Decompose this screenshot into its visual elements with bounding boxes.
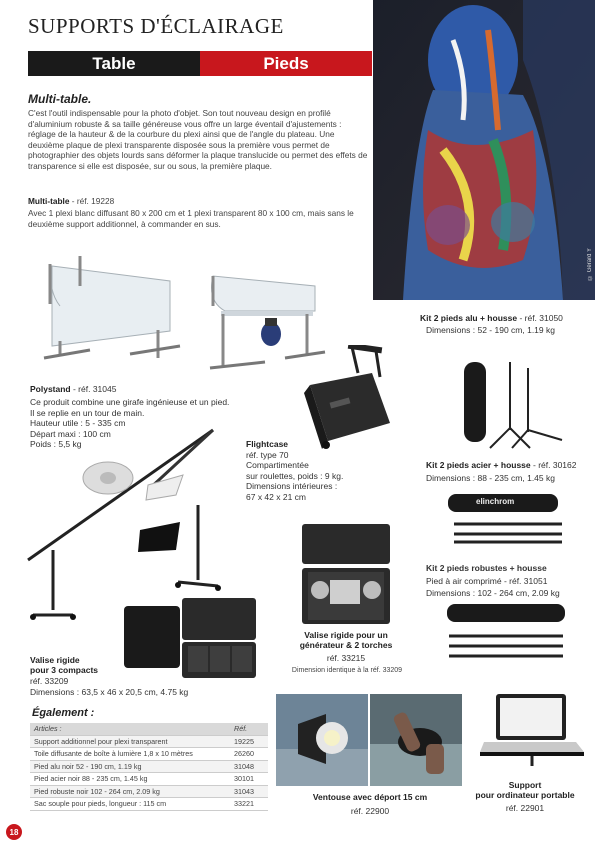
column-header-articles: Articles : [30,723,230,735]
table-cell: Support additionnel pour plexi transparent [30,735,230,748]
multitable-description: C'est l'outil indispensable pour la photo d'objet. Son tout nouveau design en profilé d'aluminium robuste & sa taille généreuse vous offre un large éventail d'ajustements : réglage de la hauteur & de la courbure du plexi ainsi que de l'angle du plateau. Une deuxième plaque de plexi transparente disposée sous la première vous permet de photographier des objets lourds sans déformer la plaque translucide ou permet des effets de transparence si elle est disposée, sur ou sous, la première plaque. [28,108,368,171]
kit-acier-name: Kit 2 pieds acier + housse [426,460,531,470]
kit-robustes-line: Pied à air comprimé - réf. 31051 [426,576,548,586]
table-header-row [30,723,268,735]
valise-generateur-name-line: générateur & 2 torches [299,640,393,650]
table-cell: 26260 [230,748,268,761]
laptop-support-ref: réf. 22901 [505,803,545,813]
polystand-name: Polystand [30,384,71,394]
flightcase-line: 67 x 42 x 21 cm [246,491,307,502]
polystand-line: Départ maxi : 100 cm [30,428,111,439]
polystand-line: Hauteur utile : 5 - 335 cm [30,418,126,428]
multitable-image-flat [30,246,190,364]
kit-robustes-stands-image [435,600,575,664]
kit-alu-ref: - réf. 31050 [517,313,563,323]
ventouse-photo-2 [370,694,462,786]
kit-acier-image [450,358,570,453]
table-cell: 31043 [230,785,268,798]
egalement-table [30,723,268,811]
laptop-support-name-line: pour ordinateur portable [475,790,575,800]
kit-alu-dims: Dimensions : 52 - 190 cm, 1.19 kg [426,325,555,335]
column-header-ref: Réf. [230,723,268,735]
table-row [30,785,268,798]
table-cell: Sac souple pour pieds, longueur : 115 cm [30,798,230,811]
multitable-ref: - réf. 19228 [69,196,115,206]
table-row [30,735,268,748]
table-cell: Pied acier noir 88 - 235 cm, 1.45 kg [30,773,230,786]
multitable-reference [28,196,368,207]
polystand-title [30,384,116,395]
valise-compacts-ref: réf. 33209 [30,676,69,686]
polystand-line: Il se replie en un tour de main. [30,407,145,418]
flightcase-line: Compartimentée [246,460,309,470]
kit-robustes-title: Kit 2 pieds robustes + housse [426,563,547,573]
table-cell: 33221 [230,798,268,811]
polystand-line: Ce produit combine une girafe ingénieuse et un pied. [30,397,230,407]
flightcase-line: réf. type 70 [246,449,289,460]
valise-generateur-ref: réf. 33215 [326,653,366,663]
valise-generateur-title [296,630,396,650]
ventouse-photo-1 [276,694,368,786]
table-cell: Pied alu noir 52 - 190 cm, 1.19 kg [30,760,230,773]
table-cell: 19225 [230,735,268,748]
kit-alu-title [420,313,563,324]
tab-pieds[interactable]: Pieds [200,51,372,76]
bag-brand: elinchrom [476,497,515,506]
table-row [30,798,268,811]
multitable-name: Multi-table [28,196,70,206]
ventouse-ref: réf. 22900 [350,806,390,816]
table-cell: 30101 [230,773,268,786]
kit-robustes-dims: Dimensions : 102 - 264 cm, 2.09 kg [426,588,560,598]
kit-robustes-image [440,490,570,548]
valise-generateur-image [298,520,398,630]
multitable-detail: Avec 1 plexi blanc diffusant 80 x 200 cm et 1 plexi transparent 80 x 100 cm, mais sans le deuxième support additionnel, à commander en sus. [28,208,354,229]
category-tabs [28,51,372,76]
kit-acier-dims: Dimensions : 88 - 235 cm, 1.45 kg [426,473,555,483]
ventouse-name: Ventouse avec déport 15 cm [312,792,428,802]
table-row [30,760,268,773]
page-title: SUPPORTS D'ÉCLAIRAGE [28,14,284,38]
photo-credit: © Gérard Y [587,248,593,280]
table-cell: Pied robuste noir 102 - 264 cm, 2.09 kg [30,785,230,798]
table-cell: 31048 [230,760,268,773]
tab-table[interactable]: Table [28,51,200,76]
laptop-support-name-line: Support [508,780,542,790]
table-cell: Toile diffusante de boîte à lumière 1,8 x 10 mètres [30,748,230,761]
valise-compacts-image [122,594,262,684]
kit-alu-name: Kit 2 pieds alu + housse [420,313,518,323]
flightcase-line: Dimensions intérieures : [246,481,338,491]
flightcase-name: Flightcase [246,439,289,449]
bodypaint-photo [373,0,595,300]
table-row [30,773,268,786]
flightcase-info [246,439,376,502]
valise-generateur-name-line: Valise rigide pour un [304,630,388,640]
valise-compacts-name-line: Valise rigide [30,655,80,665]
kit-acier-ref: - réf. 30162 [530,460,577,470]
laptop-support-title [460,780,590,800]
kit-acier-title [426,460,576,471]
table-row [30,748,268,761]
valise-compacts-dims: Dimensions : 63,5 x 46 x 20,5 cm, 4.75 kg [30,687,189,697]
egalement-heading: Également : [32,707,95,719]
page-number: 18 [6,824,22,840]
laptop-support-image [476,690,588,768]
polystand-ref: - réf. 31045 [70,384,117,394]
valise-generateur-note: Dimension identique à la réf. 33209 [291,667,403,674]
flightcase-line: sur roulettes, poids : 9 kg. [246,470,344,481]
polystand-line: Poids : 5,5 kg [30,439,82,449]
valise-compacts-title [30,655,98,675]
multitable-heading: Multi-table. [28,92,92,106]
valise-compacts-name-line: pour 3 compacts [30,665,99,675]
